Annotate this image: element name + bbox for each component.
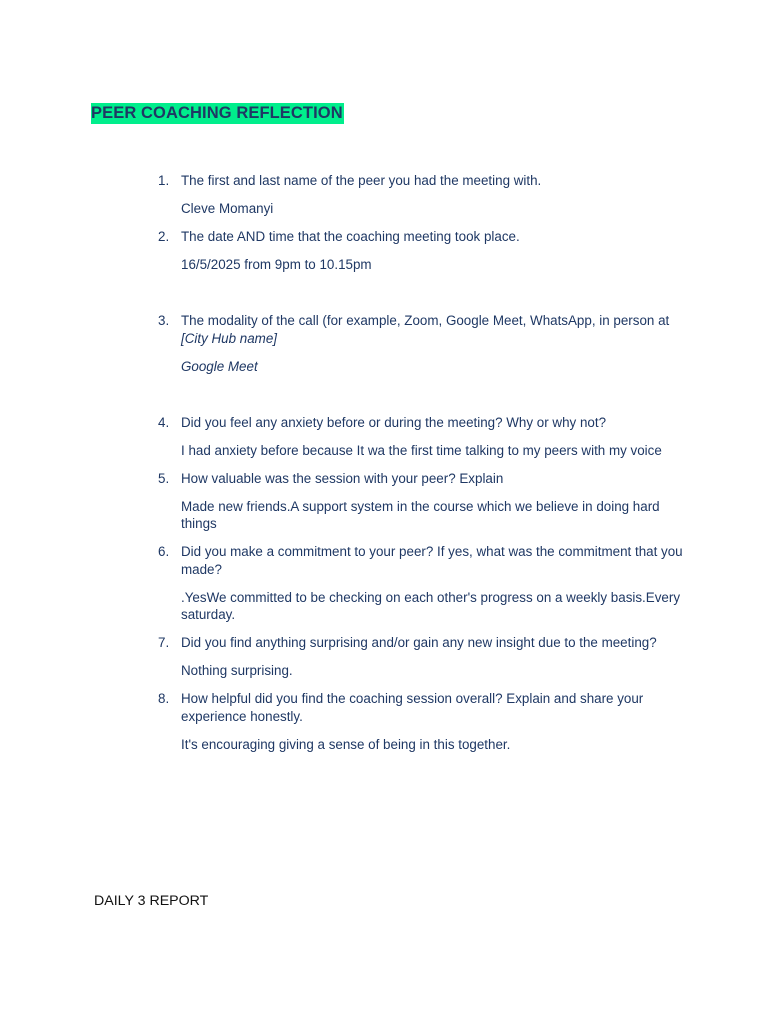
answer-text: Nothing surprising. xyxy=(181,663,293,678)
list-item xyxy=(150,228,690,274)
footer-heading: DAILY 3 REPORT xyxy=(94,893,209,909)
question-italic-note: [City Hub name] xyxy=(181,330,278,346)
list-item xyxy=(150,172,690,218)
item-number: 2. xyxy=(158,229,170,244)
question-text: Did you make a commitment to your peer? If yes, what was the commitment that you made? xyxy=(181,544,683,577)
document-title: PEER COACHING REFLECTION xyxy=(91,104,343,122)
list-item xyxy=(150,470,690,533)
list-item xyxy=(150,312,690,375)
item-number: 6. xyxy=(158,544,170,559)
list-item xyxy=(150,543,690,624)
list-item xyxy=(150,690,690,753)
question-text: The first and last name of the peer you had the meeting with. xyxy=(181,173,542,188)
item-number: 4. xyxy=(158,414,170,430)
item-number: 3. xyxy=(158,313,170,328)
answer-text: Cleve Momanyi xyxy=(181,201,274,216)
item-number: 7. xyxy=(158,635,170,650)
answer-text: It's encouraging giving a sense of being in this together. xyxy=(181,736,511,752)
item-number: 1. xyxy=(158,173,170,188)
answer-text: Made new friends.A support system in the course which we believe in doing hard things xyxy=(181,498,660,531)
answer-text: 16/5/2025 from 9pm to 10.15pm xyxy=(181,257,372,272)
question-text: Did you find anything surprising and/or gain any new insight due to the meeting? xyxy=(181,635,657,650)
answer-text: .YesWe committed to be checking on each other's progress on a weekly basis.Every saturday. xyxy=(181,589,681,622)
question-text: How valuable was the session with your peer? Explain xyxy=(181,470,504,486)
question-main: The modality of the call (for example, Zoom, Google Meet, WhatsApp, in person at xyxy=(181,313,670,328)
list-item xyxy=(150,634,690,680)
question-text: The date AND time that the coaching meeting took place. xyxy=(181,229,520,244)
item-number: 5. xyxy=(158,470,170,486)
question-list xyxy=(150,172,690,753)
question-text: Did you feel any anxiety before or during the meeting? Why or why not? xyxy=(181,414,607,430)
item-number: 8. xyxy=(158,691,170,706)
question-text xyxy=(181,312,690,347)
answer-text: Google Meet xyxy=(181,358,258,374)
list-item xyxy=(150,414,690,460)
answer-text: I had anxiety before because It wa the first time talking to my peers with my voice xyxy=(181,442,662,458)
question-text: How helpful did you find the coaching session overall? Explain and share your experience honestly. xyxy=(181,691,644,724)
